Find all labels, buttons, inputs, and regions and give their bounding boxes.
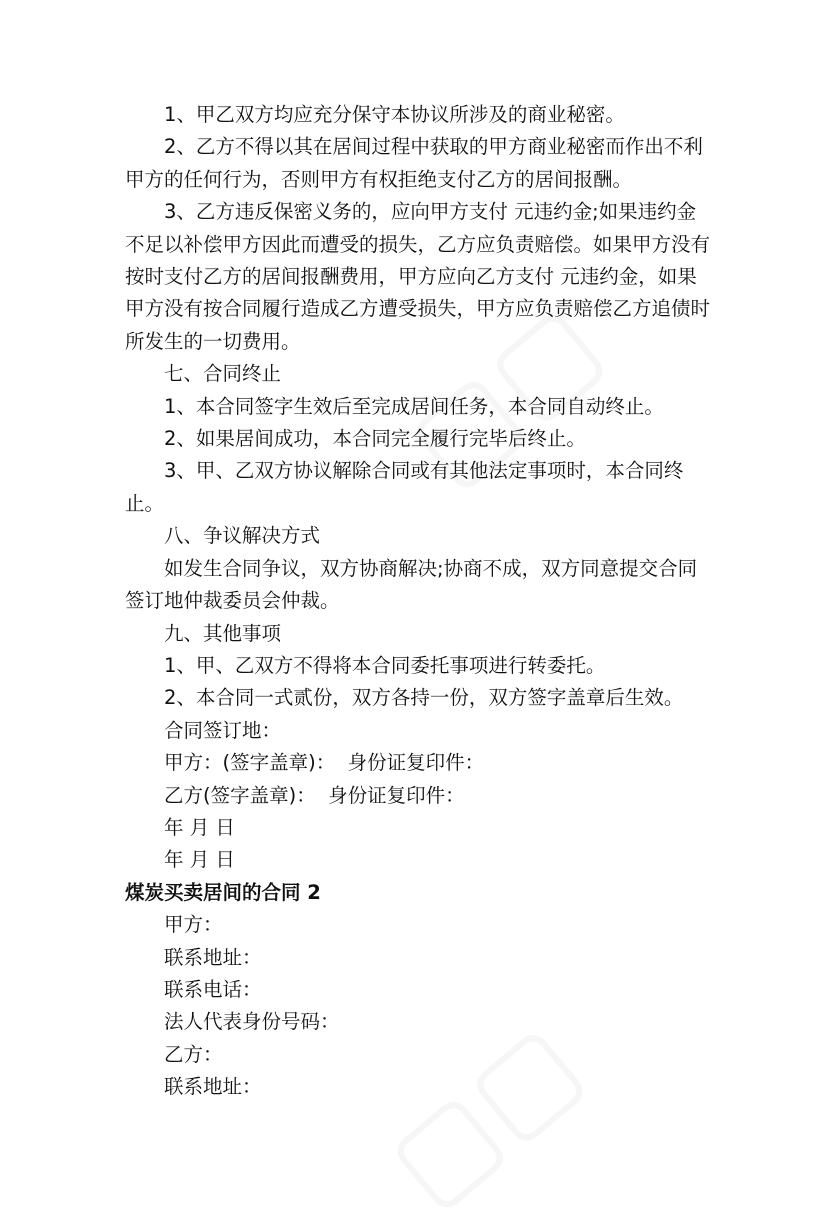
paragraph: 2、如果居间成功，本合同完全履行完毕后终止。	[164, 427, 586, 451]
date-line: 年 月 日	[164, 815, 235, 839]
field-line: 联系地址：	[164, 945, 262, 969]
paragraph: 1、甲乙双方均应充分保守本协议所涉及的商业秘密。	[164, 103, 625, 126]
section-heading: 八、争议解决方式	[164, 524, 321, 548]
paragraph: 如发生合同争议，双方协商解决;协商不成，双方同意提交合同签订地仲裁委员会仲裁。	[125, 556, 698, 613]
field-line: 法人代表身份号码：	[164, 1010, 340, 1034]
document-body	[125, 99, 713, 1104]
paragraph: 2、本合同一式贰份，双方各持一份，双方签字盖章后生效。	[164, 686, 684, 710]
field-line: 乙方：	[164, 1042, 223, 1066]
paragraph: 3、乙方违反保密义务的，应向甲方支付 元违约金;如果违约金不足以补偿甲方因此而遭受的损失，乙方应负责赔偿。如果甲方没有按时支付乙方的居间报酬费用，甲方应向乙方支付 元违约金，如果甲方没有按合同履行造成乙方遭受损失，甲方应负责赔偿乙方追债时所发生的一切费用。	[125, 200, 711, 353]
field-line: 甲方：	[164, 913, 223, 937]
paragraph: 2、乙方不得以其在居间过程中获取的甲方商业秘密而作出不利甲方的任何行为，否则甲方有权拒绝支付乙方的居间报酬。	[125, 135, 703, 191]
field-line: 联系电话：	[164, 977, 262, 1001]
section-heading: 七、合同终止	[164, 362, 282, 386]
signing-place: 合同签订地：	[164, 718, 282, 742]
date-line: 年 月 日	[164, 848, 235, 872]
document-heading: 煤炭买卖居间的合同 2	[125, 880, 321, 904]
paragraph: 1、甲、乙双方不得将本合同委托事项进行转委托。	[164, 653, 606, 677]
paragraph: 1、本合同签字生效后至完成居间任务，本合同自动终止。	[164, 394, 664, 418]
party-a-signature: 甲方：(签字盖章)： 身份证复印件：	[164, 751, 485, 775]
field-line: 联系地址：	[164, 1075, 262, 1099]
paragraph: 3、甲、乙双方协议解除合同或有其他法定事项时，本合同终止。	[125, 459, 684, 515]
section-heading: 九、其他事项	[164, 621, 282, 645]
party-b-signature: 乙方(签字盖章)： 身份证复印件：	[164, 783, 465, 807]
